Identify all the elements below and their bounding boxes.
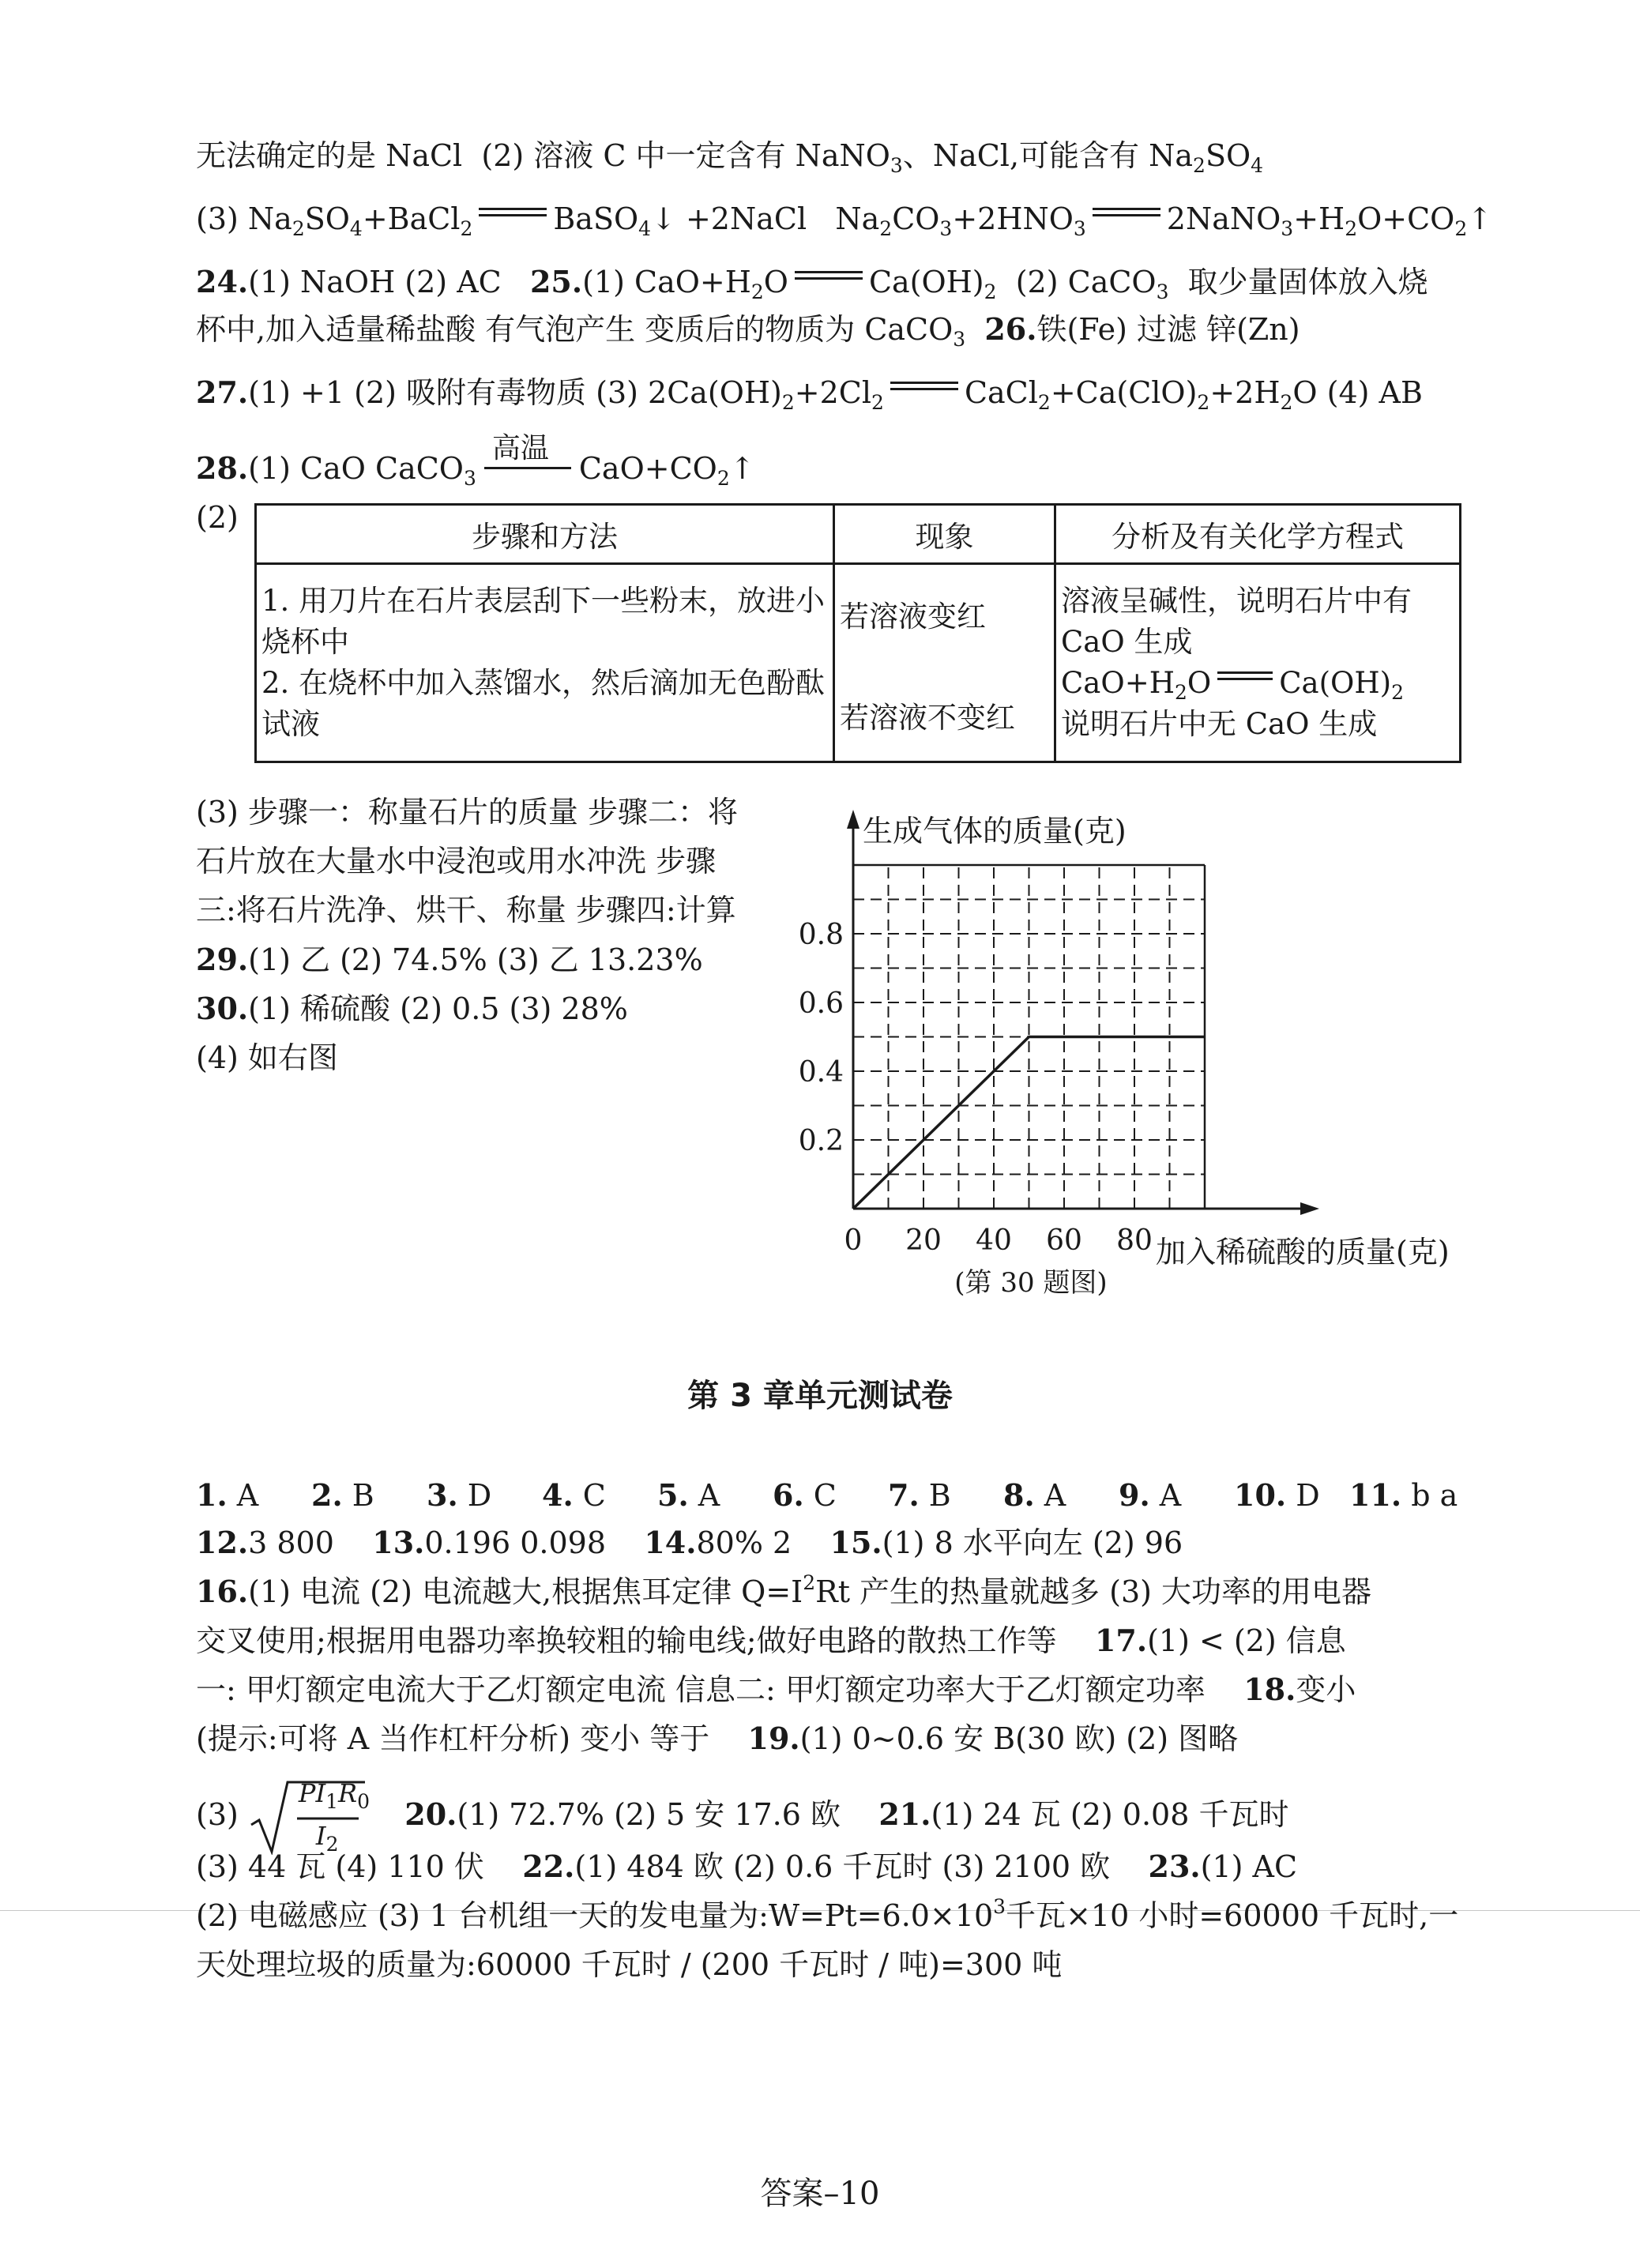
q28-3-line-2: 石片放在大量水中浸泡或用水冲洗 步骤 [196, 844, 717, 878]
y-tick-label: 0.4 [798, 1056, 844, 1089]
mc-answer [1119, 1476, 1234, 1515]
sub: 2 [717, 467, 730, 490]
sub: 2 [460, 217, 473, 240]
question-number: 8. [1003, 1477, 1035, 1513]
question-number: 6. [773, 1477, 804, 1513]
text: CaO+CO [578, 451, 717, 486]
equals-sign [795, 269, 863, 284]
mc-answer [1003, 1476, 1119, 1515]
answer-text: D [1286, 1478, 1320, 1513]
sub: 2 [1197, 391, 1210, 414]
steps-cell [256, 564, 834, 762]
question-number: 3. [427, 1477, 458, 1513]
text: BaSO [553, 201, 639, 236]
question-number: 18. [1243, 1672, 1296, 1707]
sub: 2 [1174, 681, 1187, 704]
answer-line-6 [196, 432, 755, 490]
question-number: 1. [196, 1477, 228, 1513]
text: CaO+H [1061, 666, 1175, 700]
answer-line-1 [196, 136, 1263, 175]
question-number: 24. [196, 264, 249, 299]
sqrt-formula [248, 1778, 370, 1856]
text: (1) +1 (2) 吸附有毒物质 (3) 2Ca(OH) [248, 375, 782, 410]
ch3-line-2 [196, 1523, 1183, 1563]
text: ↑ [1467, 201, 1493, 236]
question-number: 2. [311, 1477, 343, 1513]
question-number: 26. [984, 311, 1037, 347]
answer-line-5 [196, 373, 1423, 412]
phenomena-cell [834, 564, 1055, 762]
text: (3) 44 瓦 (4) 110 伏 [196, 1849, 484, 1884]
text: Ca(OH) [1279, 666, 1392, 700]
ch3-line-7 [196, 1779, 1288, 1855]
answer-text: B [919, 1478, 951, 1513]
chart-caption: (第 30 题图) [954, 1267, 1108, 1299]
question-number: 22. [522, 1849, 575, 1884]
answer-text: C [803, 1478, 837, 1513]
question-number: 12. [196, 1525, 249, 1560]
phenomenon-1: 若溶液变红 [840, 600, 986, 634]
text: (2) 电磁感应 (3) 1 台机组一天的发电量为:W=Pt=6.0×10 [196, 1898, 994, 1933]
text: (2) CaCO [1015, 265, 1157, 299]
question-number: 13. [372, 1525, 425, 1560]
text: 千瓦×10 小时=60000 千瓦时,一 [1006, 1898, 1459, 1933]
reaction-condition: 高温 [491, 432, 549, 465]
text: 一: 甲灯额定电流大于乙灯额定电流 信息二: 甲灯额定功率大于乙灯额定功率 [196, 1672, 1206, 1707]
text: (提示:可将 A 当作杠杆分析) 变小 等于 [196, 1721, 710, 1756]
text: O [1187, 666, 1212, 700]
text: (1) NaOH (2) AC [248, 265, 502, 299]
text: 交叉使用;根据用电器功率换较粗的输电线;做好电路的散热工作等 [196, 1623, 1057, 1658]
text: 无法确定的是 NaCl [196, 138, 463, 173]
question-number: 5. [657, 1477, 689, 1513]
q28-3-line-3: 三:将石片洗净、烘干、称量 步骤四:计算 [196, 893, 736, 927]
y-tick-label: 0.2 [798, 1125, 844, 1157]
text: (1) CaO CaCO [248, 451, 464, 486]
q30-line [196, 989, 628, 1029]
mc-answer [196, 1476, 311, 1515]
question-number: 29. [196, 942, 249, 977]
analysis-1: 溶液呈碱性，说明石片中有CaO 生成 [1061, 584, 1412, 659]
question-number: 17. [1094, 1623, 1148, 1658]
y-axis-label: 生成气体的质量(克) [863, 814, 1127, 848]
sub: 3 [463, 467, 476, 490]
question-number: 4. [542, 1477, 574, 1513]
sub: 2 [879, 217, 893, 240]
text: +2HNO [952, 201, 1074, 236]
text: 、NaCl,可能含有 Na [902, 138, 1194, 173]
equals-sign [1093, 205, 1160, 221]
sub: 3 [1281, 217, 1294, 240]
table-row [256, 564, 1461, 762]
denominator: $I_2$ [315, 1821, 339, 1856]
ch3-line-3 [196, 1572, 1371, 1612]
text: (3) Na [196, 201, 292, 236]
experiment-table [254, 503, 1461, 763]
sub: 2 [750, 280, 764, 303]
text: +Ca(ClO) [1050, 375, 1198, 410]
text: SO [1205, 138, 1251, 173]
y-tick-label: 0.8 [798, 919, 844, 951]
sub: 3 [890, 154, 903, 177]
text: +2H [1209, 375, 1281, 410]
text: SO [304, 201, 350, 236]
text: 0.196 0.098 [424, 1525, 607, 1560]
text: (1) 稀硫酸 (2) 0.5 (3) 28% [248, 991, 628, 1026]
answer-text: C [573, 1478, 606, 1513]
text: 铁(Fe) 过滤 锌(Zn) [1036, 312, 1300, 347]
sub: 2 [781, 391, 795, 414]
gas-mass-chart [774, 794, 1564, 1299]
text: (1) 0~0.6 安 B(30 欧) (2) 图略 [799, 1721, 1239, 1756]
text: 杯中,加入适量稀盐酸 有气泡产生 变质后的物质为 CaCO [196, 312, 954, 347]
mc-answer [1349, 1476, 1460, 1515]
text: (3) [196, 1797, 239, 1832]
sub: 4 [638, 217, 652, 240]
ch3-line-5 [196, 1670, 1356, 1709]
question-number: 7. [888, 1477, 920, 1513]
ch3-line-8 [196, 1847, 1297, 1886]
text: 80% 2 [696, 1525, 792, 1560]
text: (1) AC [1200, 1849, 1298, 1884]
sub: 2 [1037, 391, 1051, 414]
sub: 2 [1280, 391, 1293, 414]
text: (1) 24 瓦 (2) 0.08 千瓦时 [931, 1797, 1289, 1832]
mc-answer [542, 1476, 657, 1515]
x-tick-label: 40 [976, 1224, 1012, 1257]
question-number: 25. [529, 264, 583, 299]
x-tick-label: 80 [1116, 1224, 1153, 1257]
question-number: 10. [1234, 1477, 1287, 1513]
sup: 2 [803, 1571, 816, 1594]
answer-text: A [1149, 1478, 1182, 1513]
section-title: 第 3 章单元测试卷 [687, 1378, 953, 1414]
answer-text: b a [1401, 1478, 1458, 1513]
sub: 2 [1391, 681, 1404, 704]
text: PI [298, 1778, 326, 1808]
mc-answer [657, 1476, 773, 1515]
x-axis-arrow [1300, 1202, 1319, 1215]
table-header-row [256, 505, 1461, 564]
question-number: 9. [1119, 1477, 1150, 1513]
text: I [315, 1821, 326, 1851]
table-header: 步骤和方法 [256, 505, 834, 564]
question-number: 11. [1349, 1477, 1402, 1513]
sub: 2 [292, 217, 305, 240]
analysis-cell [1055, 564, 1461, 762]
text: O+CO [1357, 201, 1455, 236]
question-number: 15. [829, 1525, 882, 1560]
text: CaCl [964, 375, 1038, 410]
text: 2NaNO [1166, 201, 1281, 236]
text: (1) < (2) 信息 [1147, 1623, 1346, 1658]
ch3-line-6 [196, 1719, 1238, 1758]
text: 3 800 [248, 1525, 334, 1560]
x-tick-label: 20 [905, 1224, 942, 1257]
text: O [763, 265, 788, 299]
text: ↑ [729, 451, 755, 486]
sub: 2 [1454, 217, 1468, 240]
sub: 2 [984, 280, 997, 303]
question-number: 21. [878, 1796, 931, 1832]
answer-text: D [457, 1478, 492, 1513]
mc-answer [427, 1476, 542, 1515]
text: 取少量固体放入烧 [1187, 265, 1428, 299]
step-1: 1. 用刀片在石片表层刮下一些粉末，放进小烧杯中 [261, 584, 826, 659]
sub: 3 [939, 217, 953, 240]
mc-answer [773, 1476, 888, 1515]
y-tick-label: 0.6 [798, 987, 844, 1020]
question-number: 19. [747, 1721, 800, 1756]
equals-sign [479, 205, 547, 221]
question-number: 28. [196, 450, 249, 486]
text: +H [1293, 201, 1345, 236]
question-number: 27. [196, 374, 249, 410]
text: (1) 8 水平向左 (2) 96 [882, 1525, 1183, 1560]
text: (2) 溶液 C 中一定含有 NaNO [481, 138, 890, 173]
question-number: 16. [196, 1574, 249, 1609]
phenomenon-2: 若溶液不变红 [840, 701, 1015, 735]
text: ↓ +2NaCl [651, 201, 807, 236]
text: CO [892, 201, 940, 236]
text: +2Cl [794, 375, 872, 410]
answer-text: A [227, 1478, 259, 1513]
equals-sign [890, 379, 958, 395]
sub: 3 [1073, 217, 1086, 240]
page-footer: 答案–10 [760, 2176, 880, 2212]
mc-answer [888, 1476, 1003, 1515]
answer-text: A [688, 1478, 720, 1513]
answer-line-2 [196, 199, 1492, 239]
mc-answer [311, 1476, 427, 1515]
question-number: 30. [196, 991, 249, 1026]
text: (1) 乙 (2) 74.5% (3) 乙 13.23% [248, 942, 703, 977]
sub: 3 [953, 328, 966, 351]
table-header: 现象 [834, 505, 1055, 564]
x-tick-label: 60 [1046, 1224, 1082, 1257]
answer-text: B [342, 1478, 374, 1513]
mc-answers-line [196, 1476, 1491, 1515]
numerator: $PI_1R_0$ [298, 1778, 370, 1813]
ch3-line-4 [196, 1621, 1346, 1661]
sub: 3 [1156, 280, 1169, 303]
question-number: 23. [1148, 1849, 1201, 1884]
reaction-arrow [484, 432, 571, 469]
text: Ca(OH) [868, 265, 984, 299]
text: O (4) AB [1292, 375, 1423, 410]
question-number: 14. [644, 1525, 697, 1560]
answer-text: A [1034, 1478, 1066, 1513]
ch3-line-10: 天处理垃圾的质量为:60000 千瓦时 / (200 千瓦时 / 吨)=300 吨 [196, 1947, 1063, 1982]
text: (1) CaO+H [582, 265, 751, 299]
sub: 2 [1345, 217, 1358, 240]
text: 变小 [1296, 1672, 1356, 1707]
q29-line [196, 940, 703, 980]
sub: 4 [349, 217, 363, 240]
text: +BaCl [362, 201, 461, 236]
sub: 4 [1251, 154, 1264, 177]
text: (1) 72.7% (2) 5 安 17.6 欧 [457, 1797, 841, 1832]
sub: 2 [1193, 154, 1206, 177]
part-label: (2) [196, 500, 239, 535]
text: Na [835, 201, 880, 236]
analysis-2: 说明石片中无 CaO 生成 [1061, 707, 1378, 741]
ch3-line-9 [196, 1896, 1458, 1935]
q30-part4: (4) 如右图 [196, 1040, 338, 1075]
x-axis-label: 加入稀硫酸的质量(克) [1156, 1235, 1450, 1269]
q28-3-line-1: (3) 步骤一：称量石片的质量 步骤二：将 [196, 795, 738, 829]
x-tick-label: 0 [844, 1224, 863, 1257]
sup: 3 [993, 1895, 1006, 1918]
table-header: 分析及有关化学方程式 [1055, 505, 1461, 564]
text: (1) 电流 (2) 电流越大,根据焦耳定律 Q=I [248, 1574, 803, 1609]
analysis-equation [1061, 663, 1454, 704]
step-2: 2. 在烧杯中加入蒸馏水，然后滴加无色酚酞试液 [261, 666, 826, 741]
text: Rt 产生的热量就越多 (3) 大功率的用电器 [815, 1574, 1372, 1609]
answer-line-3 [196, 262, 1428, 302]
text: (1) 484 欧 (2) 0.6 千瓦时 (3) 2100 欧 [574, 1849, 1111, 1884]
answer-line-4 [196, 310, 1300, 349]
sub: 2 [871, 391, 884, 414]
text: R [338, 1778, 358, 1808]
y-axis-arrow [847, 810, 859, 829]
equals-sign [1217, 669, 1273, 685]
mc-answer [1234, 1476, 1349, 1515]
question-number: 20. [404, 1796, 457, 1832]
